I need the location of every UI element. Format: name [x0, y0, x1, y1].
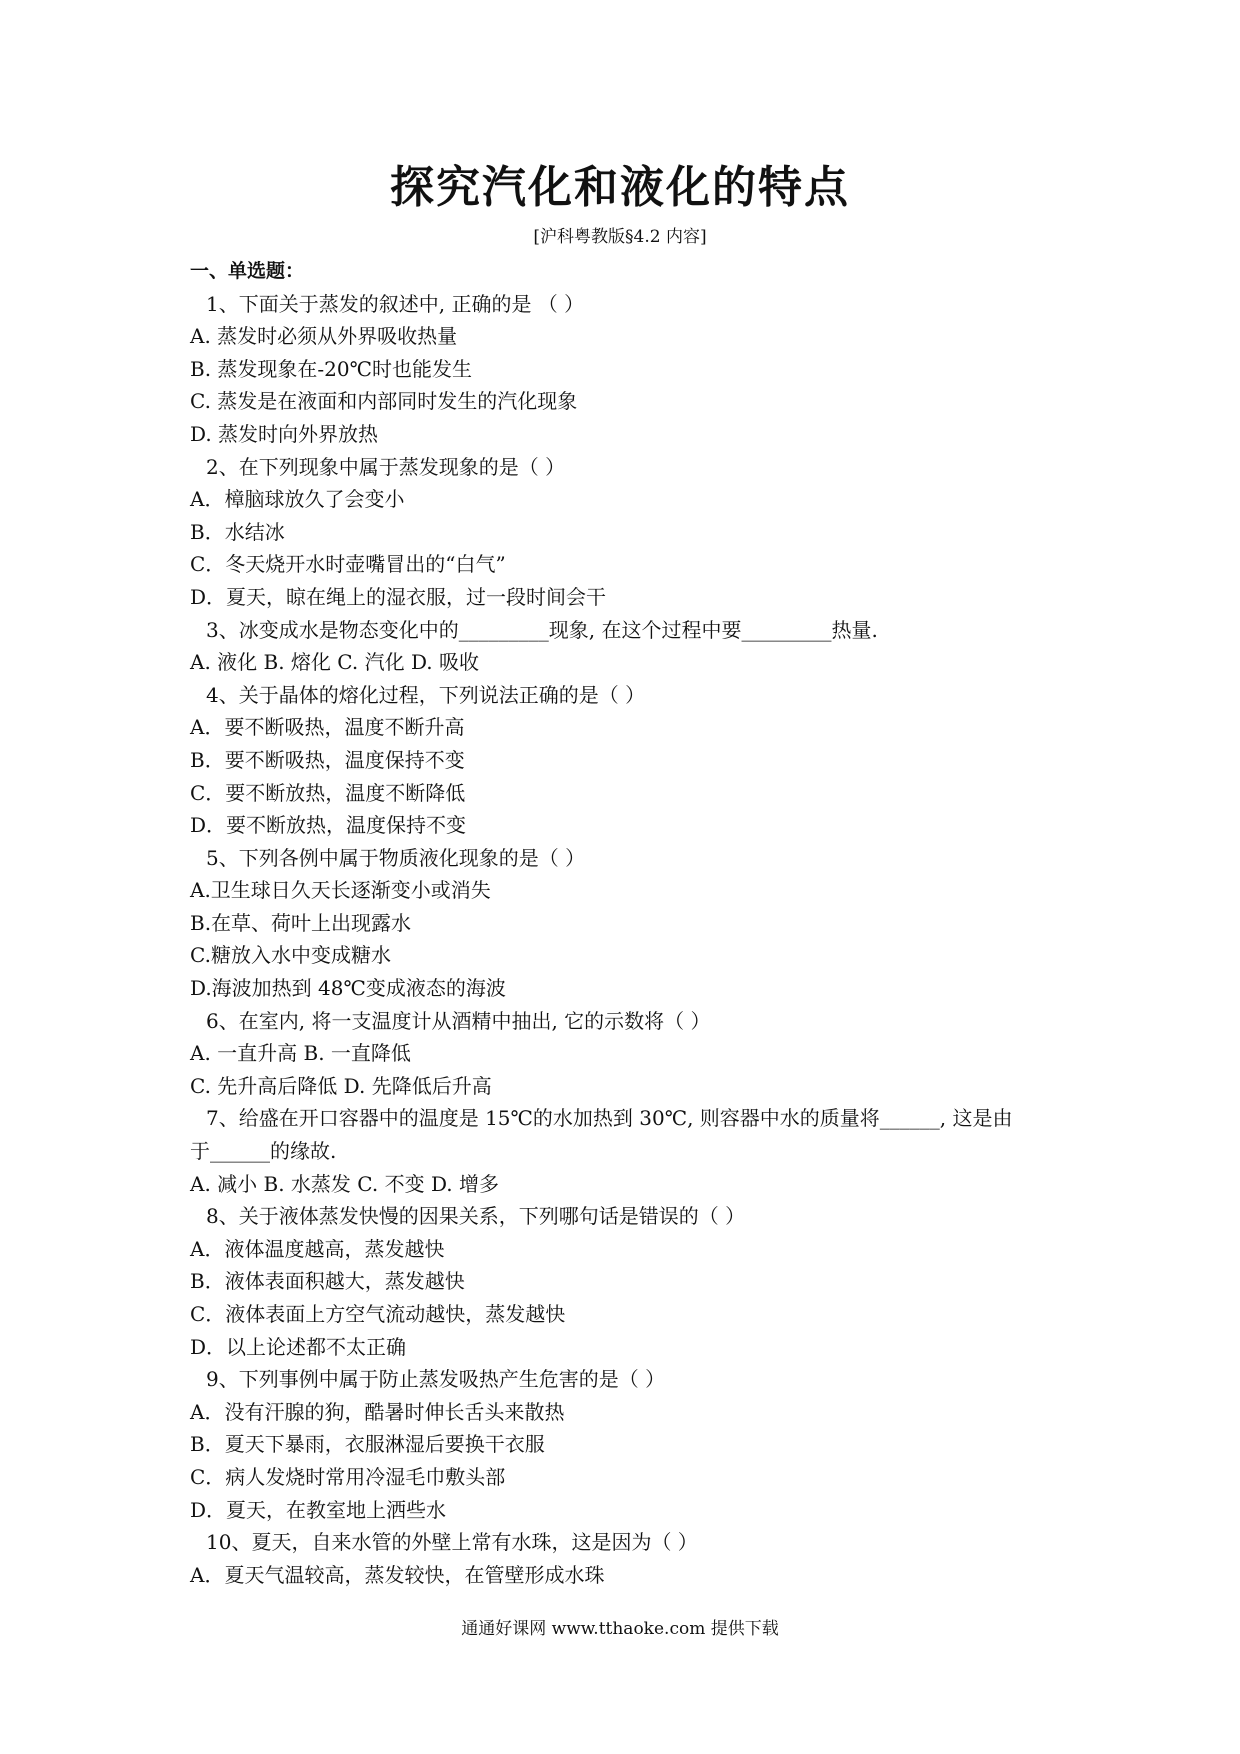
answer-option: D. 蒸发时向外界放热	[190, 421, 379, 446]
answer-option: A．液体温度越高，蒸发越快	[190, 1236, 445, 1261]
answer-option: B．要不断吸热，温度保持不变	[190, 747, 465, 772]
answer-option: C．冬天烧开水时壶嘴冒出的“白气”	[190, 552, 506, 577]
answer-option: B. 蒸发现象在-20℃时也能发生	[190, 356, 472, 381]
answer-option: 于______的缘故.	[190, 1139, 337, 1164]
document-body	[190, 255, 1070, 1591]
question-stem: 3、冰变成水是物态变化中的_________现象, 在这个过程中要_________热量.	[206, 617, 878, 642]
question-list	[190, 288, 1070, 1592]
answer-option: D.海波加热到 48℃变成液态的海波	[190, 976, 506, 1001]
answer-option: A. 一直升高 B. 一直降低	[190, 1041, 411, 1066]
answer-option: B．水结冰	[190, 519, 285, 544]
question-stem: 5、下列各例中属于物质液化现象的是（ ）	[206, 845, 586, 870]
question-stem: 1、下面关于蒸发的叙述中, 正确的是 （ ）	[206, 291, 585, 316]
answer-option: A. 减小 B. 水蒸发 C. 不变 D. 增多	[190, 1171, 499, 1196]
answer-option: D．夏天，晾在绳上的湿衣服，过一段时间会干	[190, 584, 607, 609]
answer-option: D．夏天，在教室地上洒些水	[190, 1497, 447, 1522]
answer-option: C．要不断放热，温度不断降低	[190, 780, 466, 805]
answer-option: A. 蒸发时必须从外界吸收热量	[190, 324, 458, 349]
answer-option: C.糖放入水中变成糖水	[190, 943, 391, 968]
question-stem: 9、下列事例中属于防止蒸发吸热产生危害的是（ ）	[206, 1367, 666, 1392]
question-stem: 7、给盛在开口容器中的温度是 15℃的水加热到 30℃, 则容器中水的质量将______, 这是由	[206, 1106, 1013, 1131]
answer-option: C．液体表面上方空气流动越快，蒸发越快	[190, 1302, 566, 1326]
question-stem: 8、关于液体蒸发快慢的因果关系，下列哪句话是错误的（ ）	[206, 1204, 746, 1229]
answer-option: A．樟脑球放久了会变小	[190, 487, 405, 512]
answer-option: D．要不断放热，温度保持不变	[190, 813, 467, 838]
answer-option: C. 蒸发是在液面和内部同时发生的汽化现象	[190, 389, 578, 414]
answer-option: C．病人发烧时常用冷湿毛巾敷头部	[190, 1464, 506, 1489]
section-heading: 一、单选题：	[190, 260, 305, 282]
answer-option: B．夏天下暴雨，衣服淋湿后要换干衣服	[190, 1432, 545, 1457]
answer-option: A. 液化 B. 熔化 C. 汽化 D. 吸收	[190, 650, 479, 675]
question-stem: 6、在室内, 将一支温度计从酒精中抽出, 它的示数将（ ）	[206, 1008, 711, 1033]
document-title: 探究汽化和液化的特点	[390, 162, 850, 213]
answer-option: A．要不断吸热，温度不断升高	[190, 715, 465, 740]
question-stem: 4、关于晶体的熔化过程，下列说法正确的是（ ）	[206, 682, 646, 707]
document-subtitle: [沪科粤教版§4.2 内容]	[533, 227, 707, 247]
question-stem: 2、在下列现象中属于蒸发现象的是（ ）	[206, 454, 566, 479]
answer-option: C. 先升高后降低 D. 先降低后升高	[190, 1073, 492, 1098]
page-footer: 通通好课网 www.tthaoke.com 提供下载	[461, 1619, 779, 1639]
answer-option: D．以上论述都不太正确	[190, 1334, 407, 1359]
question-stem: 10、夏天，自来水管的外壁上常有水珠，这是因为（ ）	[206, 1530, 698, 1555]
answer-option: A．夏天气温较高，蒸发较快，在管壁形成水珠	[190, 1562, 605, 1587]
answer-option: B.在草、荷叶上出现露水	[190, 910, 412, 935]
answer-option: B．液体表面积越大，蒸发越快	[190, 1269, 465, 1294]
answer-option: A．没有汗腺的狗，酷暑时伸长舌头来散热	[190, 1399, 565, 1424]
answer-option: A.卫生球日久天长逐渐变小或消失	[190, 878, 491, 903]
